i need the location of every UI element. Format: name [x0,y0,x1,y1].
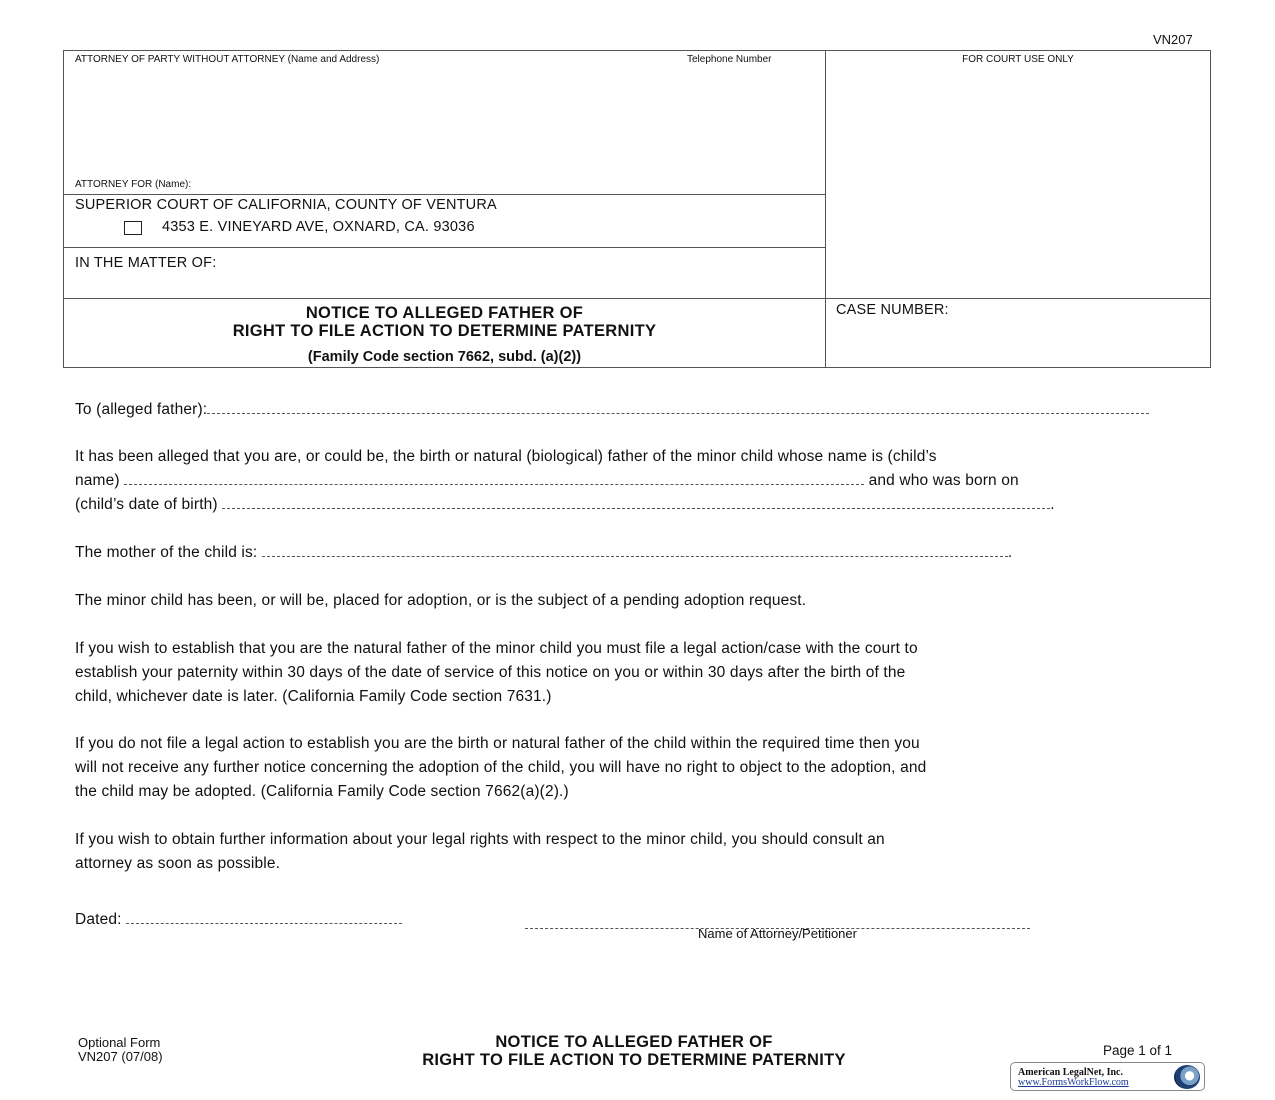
telephone-label: Telephone Number [687,54,772,65]
alleged-line3 [75,493,1210,517]
signature-caption: Name of Attorney/Petitioner [698,926,857,941]
to-label: To (alleged father): [75,401,208,418]
info-paragraph [75,828,1210,876]
establish-line2: establish your paternity within 30 days of the date of service of this notice on you or within 30 days after the birth of the [75,664,906,681]
child-name-field[interactable] [124,470,864,485]
form-revision: VN207 (07/08) [78,1049,163,1064]
establish-paragraph [75,637,1210,709]
born-on-label: and who was born on [868,472,1019,489]
nofile-line3: the child may be adopted. (California Family Code section 7662(a)(2).) [75,783,569,800]
attorney-name-address-field[interactable] [75,69,815,174]
form-title-line2: RIGHT TO FILE ACTION TO DETERMINE PATERNITY [232,322,657,340]
vendor-name: American LegalNet, Inc. [1018,1067,1123,1078]
period: . [1050,496,1055,513]
court-address: 4353 E. VINEYARD AVE, OXNARD, CA. 93036 [162,219,475,235]
page-number: Page 1 of 1 [1103,1043,1173,1058]
footer-title-line2: RIGHT TO FILE ACTION TO DETERMINE PATERNITY [422,1051,846,1069]
case-number-field[interactable] [836,321,1196,361]
dated-label: Dated: [75,911,122,928]
alleged-paragraph [75,445,1210,517]
footer-title [340,1033,928,1069]
adoption-paragraph: The minor child has been, or will be, placed for adoption, or is the subject of a pending adoption request. [75,592,807,609]
mother-label: The mother of the child is: [75,544,258,561]
globe-logo-icon [1174,1065,1200,1089]
child-dob-label: (child’s date of birth) [75,496,218,513]
vendor-link[interactable]: www.FormsWorkFlow.com [1018,1077,1129,1088]
establish-line3: child, whichever date is later. (California Family Code section 7631.) [75,688,552,705]
caption-header [63,50,1211,368]
dated-field[interactable] [126,909,402,924]
child-name-label: name) [75,472,120,489]
info-line1: If you wish to obtain further information about your legal rights with respect to the minor child, you should consult an [75,831,885,848]
attorney-for-label: ATTORNEY FOR (Name): [75,179,192,190]
alleged-father-field[interactable] [207,399,1149,414]
nofile-line1: If you do not file a legal action to establish you are the birth or natural father of the child within the required time then you [75,735,920,752]
footer-title-line1: NOTICE TO ALLEGED FATHER OF [495,1033,773,1051]
court-address-checkbox[interactable] [124,221,142,235]
nofile-line2: will not receive any further notice concerning the adoption of the child, you will have no right to object to the adoption, and [75,759,927,776]
nofile-paragraph [75,732,1210,804]
matter-label: IN THE MATTER OF: [75,255,217,271]
mother-line [75,541,1210,565]
optional-form-label: Optional Form [78,1035,161,1050]
form-title-line1: NOTICE TO ALLEGED FATHER OF [305,304,584,322]
court-name: SUPERIOR COURT OF CALIFORNIA, COUNTY OF VENTURA [75,197,497,213]
establish-line1: If you wish to establish that you are the natural father of the minor child you must file a legal action/case with the court to [75,640,918,657]
case-number-label: CASE NUMBER: [836,302,949,318]
vendor-badge[interactable] [1010,1062,1205,1091]
divider [64,298,1210,299]
form-code: VN207 [1153,32,1193,47]
court-use-label: FOR COURT USE ONLY [962,54,1074,65]
child-dob-field[interactable] [222,494,1050,509]
alleged-line1: It has been alleged that you are, or could be, the birth or natural (biological) father of the minor child whose name is (child’s [75,448,937,465]
mother-name-field[interactable] [262,542,1008,557]
column-divider [825,51,826,368]
to-alleged-father-line [75,398,1210,422]
form-subtitle: (Family Code section 7662, subd. (a)(2)) [307,349,582,365]
alleged-line2 [75,469,1210,493]
attorney-label: ATTORNEY OF PARTY WITHOUT ATTORNEY (Name and Address) [75,54,380,65]
footer-form-info [78,1036,163,1064]
divider [64,194,825,195]
info-line2: attorney as soon as possible. [75,855,281,872]
divider [64,247,825,248]
period: . [1007,544,1013,561]
